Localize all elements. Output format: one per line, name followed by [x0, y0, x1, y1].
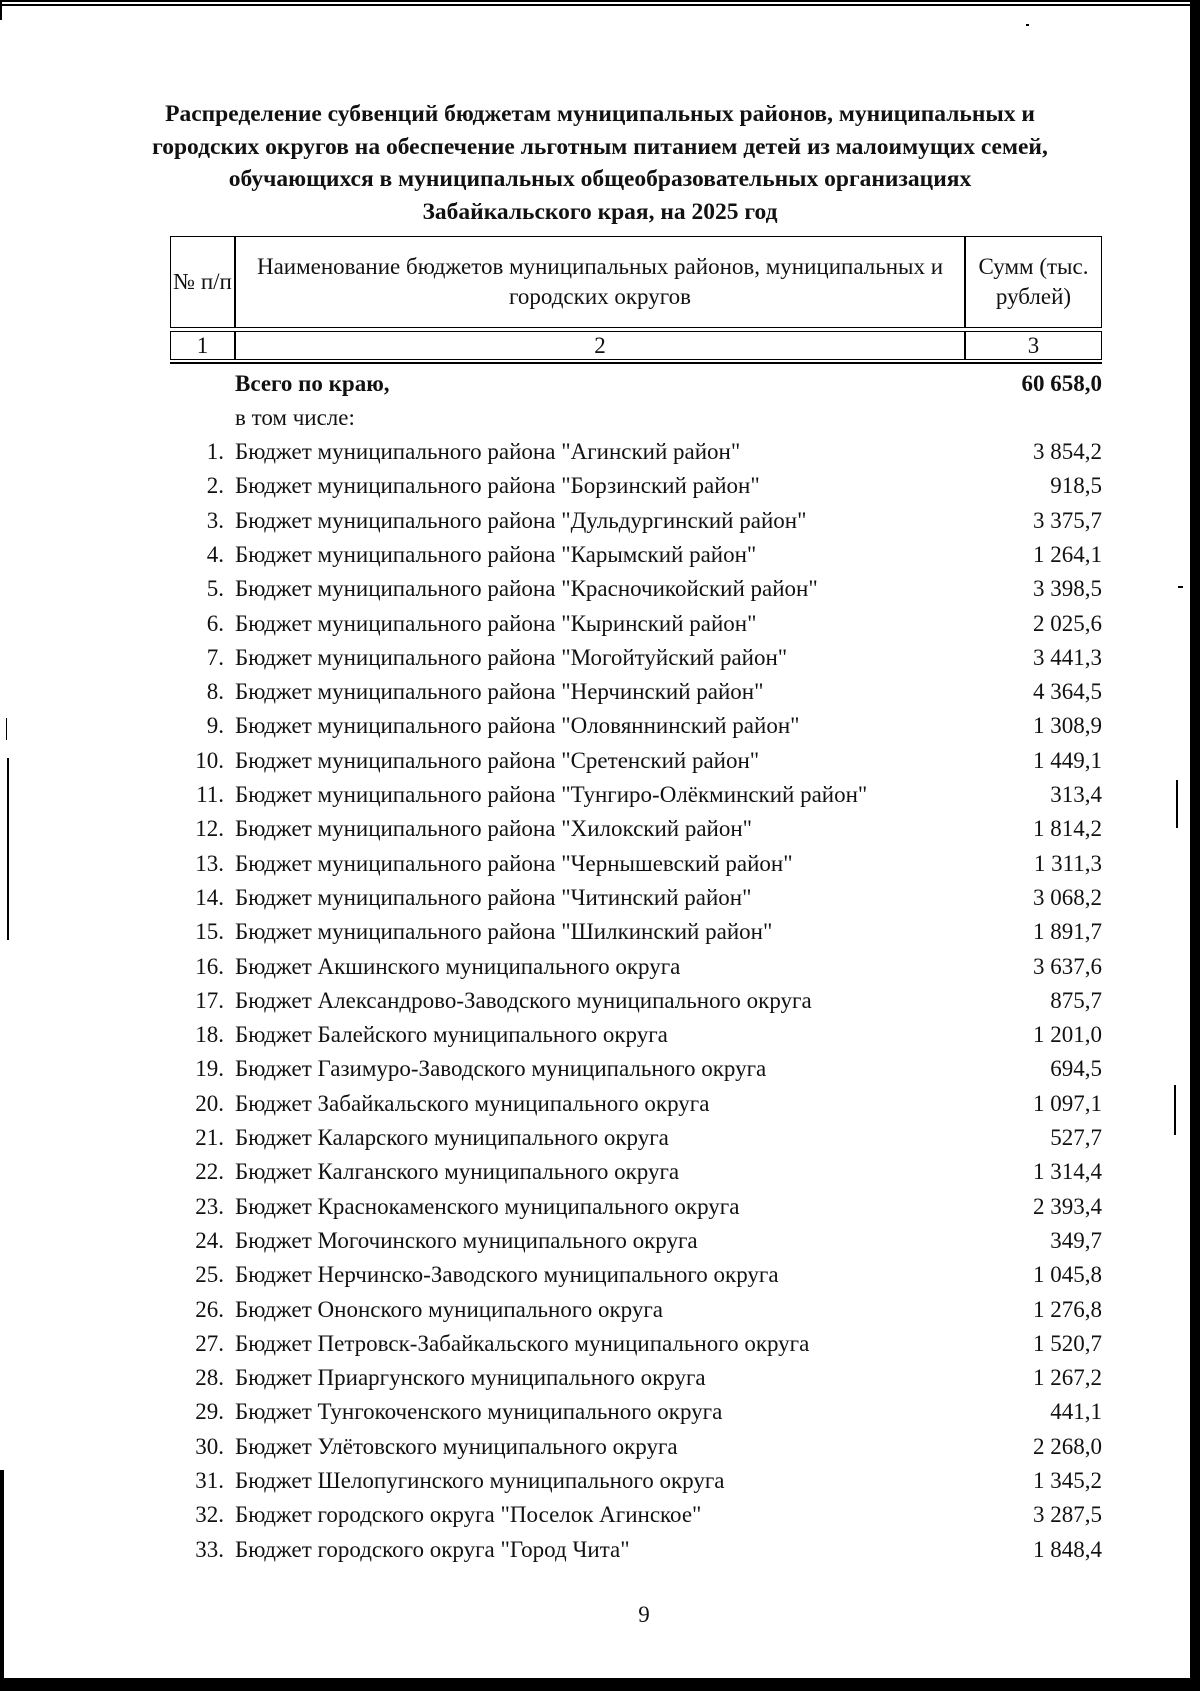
- row-budget-name: Бюджет муниципального района "Хилокский район": [235, 816, 753, 842]
- table-row: [170, 847, 1102, 881]
- row-budget-name: Бюджет муниципального района "Кыринский район": [235, 610, 757, 636]
- row-budget-name: Бюджет Тунгокоченского муниципального округа: [235, 1399, 723, 1425]
- table-row: [170, 675, 1102, 709]
- row-amount: 1 267,2: [1033, 1365, 1102, 1391]
- row-amount: 441,1: [1050, 1399, 1102, 1425]
- row-budget-name: Бюджет муниципального района "Нерчинский район": [235, 679, 764, 705]
- row-amount: 875,7: [1050, 987, 1102, 1013]
- row-number: 2.: [206, 473, 224, 499]
- table-row: [170, 984, 1102, 1018]
- table-row: [170, 1395, 1102, 1429]
- row-budget-name: Бюджет Приаргунского муниципального округа: [235, 1365, 706, 1391]
- row-number: 33.: [195, 1536, 224, 1562]
- row-amount: 3 287,5: [1033, 1502, 1102, 1528]
- table-row: [170, 1052, 1102, 1086]
- row-budget-name: Бюджет Акшинского муниципального округа: [235, 953, 681, 979]
- row-number: 27.: [195, 1330, 224, 1356]
- total-row: [170, 367, 1102, 401]
- row-number: 1.: [206, 439, 224, 464]
- row-number: 24.: [195, 1227, 224, 1253]
- row-amount: 1 848,4: [1033, 1536, 1102, 1562]
- row-amount: 313,4: [1050, 782, 1102, 807]
- row-number: 23.: [195, 1193, 224, 1219]
- row-budget-name: Бюджет Шелопугинского муниципального округа: [235, 1468, 725, 1493]
- row-budget-name: Бюджет муниципального района "Карымский район": [235, 541, 757, 567]
- table-row: [170, 469, 1102, 503]
- row-number: 14.: [195, 884, 224, 910]
- table-row: [170, 1430, 1102, 1464]
- row-amount: 3 375,7: [1033, 507, 1102, 533]
- header-number: № п/п: [170, 236, 235, 328]
- table-row: [170, 1327, 1102, 1361]
- row-amount: 1 345,2: [1033, 1468, 1102, 1493]
- table-row: [170, 538, 1102, 572]
- row-budget-name: Бюджет муниципального района "Агинский район": [235, 439, 741, 464]
- row-budget-name: Бюджет Балейского муниципального округа: [235, 1022, 668, 1048]
- row-number: 25.: [195, 1262, 224, 1288]
- scan-border-right: [1190, 0, 1200, 1691]
- table-row: [170, 1155, 1102, 1189]
- table-row: [170, 812, 1102, 846]
- row-number: 32.: [195, 1502, 224, 1528]
- scan-border-left-bottom: [0, 1470, 4, 1691]
- row-amount: 3 398,5: [1033, 576, 1102, 602]
- row-amount: 1 201,0: [1033, 1022, 1102, 1048]
- row-number: 9.: [206, 713, 224, 739]
- row-budget-name: Бюджет муниципального района "Читинский район": [235, 884, 752, 910]
- table-row: [170, 607, 1102, 641]
- row-number: 18.: [195, 1022, 224, 1048]
- row-budget-name: Бюджет муниципального района "Чернышевский район": [235, 850, 793, 876]
- row-number: 8.: [206, 679, 224, 705]
- row-budget-name: Бюджет городского округа "Город Чита": [235, 1536, 630, 1562]
- table-row: [170, 1087, 1102, 1121]
- row-amount: 2 268,0: [1033, 1433, 1102, 1459]
- row-amount: 1 045,8: [1033, 1262, 1102, 1288]
- row-number: 20.: [195, 1090, 224, 1116]
- row-amount: 2 025,6: [1033, 610, 1102, 636]
- row-amount: 349,7: [1050, 1227, 1102, 1253]
- row-number: 29.: [195, 1399, 224, 1425]
- scan-border-bottom: [0, 1678, 1200, 1691]
- table-row: [170, 915, 1102, 949]
- row-number: 5.: [206, 576, 224, 602]
- row-budget-name: Бюджет муниципального района "Борзинский район": [235, 473, 760, 499]
- row-number: 31.: [195, 1468, 224, 1493]
- row-number: 28.: [195, 1365, 224, 1391]
- header-sum: Сумм (тыс. рублей): [965, 236, 1102, 328]
- row-budget-name: Бюджет Каларского муниципального округа: [235, 1125, 669, 1150]
- scan-border-top: [0, 0, 1200, 6]
- scan-speck: [7, 758, 9, 940]
- scan-speck: [1178, 586, 1183, 588]
- row-budget-name: Бюджет Улётовского муниципального округа: [235, 1433, 678, 1459]
- row-number: 13.: [195, 850, 224, 876]
- row-budget-name: Бюджет Ононского муниципального округа: [235, 1296, 663, 1322]
- table-row: [170, 641, 1102, 675]
- row-budget-name: Бюджет муниципального района "Тунгиро-Олёкминский район": [235, 782, 868, 807]
- table-row: [170, 1190, 1102, 1224]
- scan-border-left-top: [0, 0, 2, 20]
- total-amount: 60 658,0: [1021, 371, 1102, 396]
- row-number: 26.: [195, 1296, 224, 1322]
- row-amount: 1 520,7: [1033, 1330, 1102, 1356]
- row-budget-name: Бюджет Калганского муниципального округа: [235, 1159, 680, 1185]
- row-amount: 2 393,4: [1033, 1193, 1102, 1219]
- scan-speck: [1026, 24, 1029, 26]
- row-amount: 918,5: [1050, 473, 1102, 499]
- table-row: [170, 881, 1102, 915]
- row-number: 21.: [195, 1125, 224, 1150]
- row-budget-name: Бюджет муниципального района "Оловяннинский район": [235, 713, 800, 739]
- row-budget-name: Бюджет Могочинского муниципального округа: [235, 1227, 698, 1253]
- row-number: 11.: [196, 782, 224, 807]
- row-number: 22.: [195, 1159, 224, 1185]
- row-amount: 1 314,4: [1033, 1159, 1102, 1185]
- table-row: [170, 572, 1102, 606]
- scan-speck: [1176, 780, 1178, 828]
- row-amount: 1 891,7: [1033, 919, 1102, 945]
- row-amount: 694,5: [1050, 1056, 1102, 1082]
- table-row: [170, 1224, 1102, 1258]
- row-number: 3.: [206, 507, 224, 533]
- row-amount: 1 264,1: [1033, 541, 1102, 567]
- subtotal-caption: в том числе:: [235, 405, 355, 430]
- header-index-2: 2: [235, 331, 965, 360]
- row-number: 12.: [195, 816, 224, 842]
- row-amount: 4 364,5: [1033, 679, 1102, 705]
- table-row: [170, 950, 1102, 984]
- row-amount: 1 449,1: [1033, 747, 1102, 773]
- subtotal-caption-row: [170, 401, 1102, 435]
- row-amount: 3 441,3: [1033, 644, 1102, 670]
- table-row: [170, 1361, 1102, 1395]
- table-row: [170, 1258, 1102, 1292]
- scan-speck: [6, 718, 7, 740]
- table-row: [170, 744, 1102, 778]
- table-row: [170, 1498, 1102, 1532]
- row-number: 4.: [206, 541, 224, 567]
- row-budget-name: Бюджет муниципального района "Красночикойский район": [235, 576, 818, 602]
- header-index-1: 1: [170, 331, 235, 360]
- row-budget-name: Бюджет муниципального района "Могойтуйский район": [235, 644, 788, 670]
- row-number: 7.: [206, 644, 224, 670]
- row-budget-name: Бюджет городского округа "Поселок Агинское": [235, 1502, 702, 1528]
- page-number: 9: [638, 1602, 650, 1627]
- table-row: [170, 435, 1102, 469]
- row-budget-name: Бюджет Краснокаменского муниципального округа: [235, 1193, 740, 1219]
- table-row: [170, 1018, 1102, 1052]
- row-budget-name: Бюджет Газимуро-Заводского муниципального округа: [235, 1056, 767, 1082]
- table-row: [170, 504, 1102, 538]
- table-row: [170, 1293, 1102, 1327]
- header-index-3: 3: [965, 331, 1102, 360]
- row-amount: 1 814,2: [1033, 816, 1102, 842]
- header-bottom-rule: [170, 362, 1102, 364]
- row-budget-name: Бюджет Петровск-Забайкальского муниципального округа: [235, 1330, 810, 1356]
- row-budget-name: Бюджет Нерчинско-Заводского муниципального округа: [235, 1262, 779, 1288]
- total-label: Всего по краю,: [235, 371, 390, 396]
- row-number: 15.: [195, 919, 224, 945]
- row-amount: 1 097,1: [1033, 1090, 1102, 1116]
- table-row: [170, 709, 1102, 743]
- row-number: 30.: [195, 1433, 224, 1459]
- row-amount: 1 311,3: [1033, 850, 1102, 876]
- table-row: [170, 1121, 1102, 1155]
- row-number: 19.: [195, 1056, 224, 1082]
- row-number: 17.: [195, 987, 224, 1013]
- row-amount: 3 854,2: [1033, 439, 1102, 464]
- row-number: 10.: [195, 747, 224, 773]
- table-row: [170, 1533, 1102, 1567]
- row-budget-name: Бюджет муниципального района "Сретенский район": [235, 747, 760, 773]
- row-amount: 527,7: [1050, 1125, 1102, 1150]
- row-amount: 1 276,8: [1033, 1296, 1102, 1322]
- scan-speck: [1174, 1085, 1176, 1135]
- document-title: Распределение субвенций бюджетам муниципальных районов, муниципальных и городских округов на обеспечение льготным питанием детей из малоимущих семей, обучающихся в муниципальных общеобразовательных организациях Забайкальского края, на 2025 год: [152, 101, 1048, 225]
- row-budget-name: Бюджет муниципального района "Дульдургинский район": [235, 507, 807, 533]
- row-amount: 1 308,9: [1033, 713, 1102, 739]
- table-row: [170, 778, 1102, 812]
- row-number: 6.: [206, 610, 224, 636]
- row-budget-name: Бюджет Александрово-Заводского муниципального округа: [235, 987, 812, 1013]
- header-budget-name: Наименование бюджетов муниципальных районов, муниципальных и городских округов: [235, 236, 965, 328]
- table-row: [170, 1464, 1102, 1498]
- row-budget-name: Бюджет муниципального района "Шилкинский район": [235, 919, 773, 945]
- row-amount: 3 637,6: [1033, 953, 1102, 979]
- row-number: 16.: [195, 953, 224, 979]
- row-amount: 3 068,2: [1033, 884, 1102, 910]
- table-header: [170, 236, 1102, 362]
- row-budget-name: Бюджет Забайкальского муниципального округа: [235, 1090, 710, 1116]
